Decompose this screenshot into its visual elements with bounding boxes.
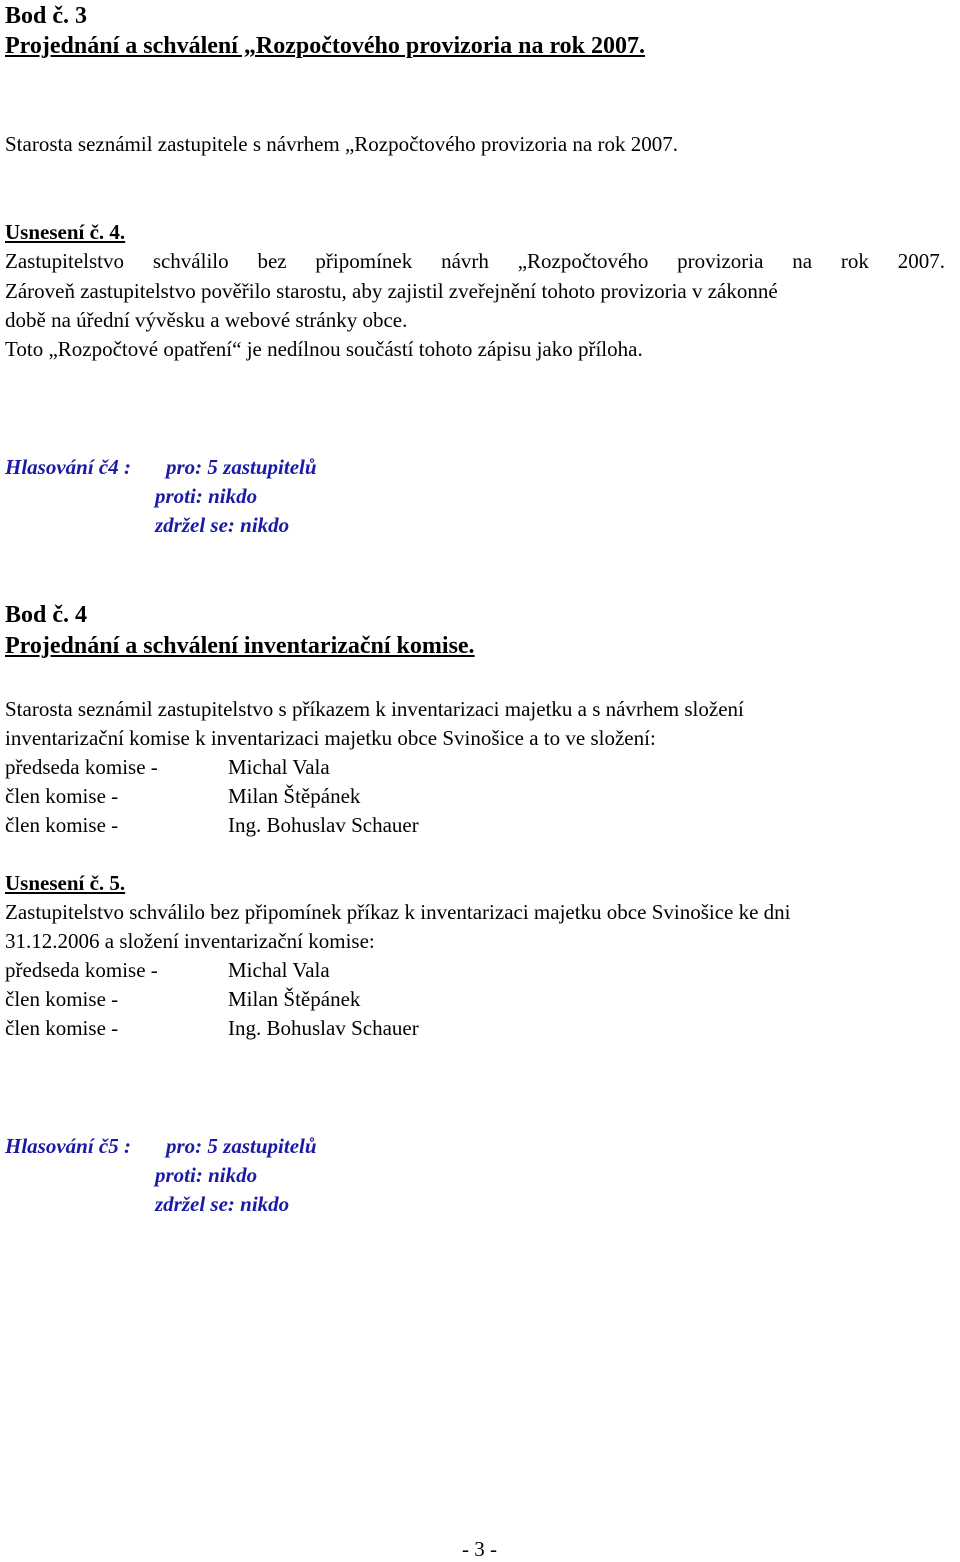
bod4-intro-line-2: inventarizační komise k inventarizaci majetku obce Svinošice a to ve složení: [5,726,656,750]
bod4-resolution-label: Usnesení č. 5. [5,871,126,895]
committee2-role: předseda komise - [5,958,158,982]
bod4-title: Projednání a schválení inventarizační komise. [5,633,475,659]
page-number: - 3 - [462,1537,497,1561]
committee-role: člen komise - [5,784,119,808]
bod3-resolution-line-4: Toto „Rozpočtové opatření“ je nedílnou součástí tohoto zápisu jako příloha. [5,337,643,361]
bod3-resolution-label: Usnesení č. 4. [5,220,126,244]
bod4-resolution-line-2: 31.12.2006 a složení inventarizační komise: [5,929,375,953]
committee2-name: Michal Vala [228,958,330,982]
bod4-resolution-line-1: Zastupitelstvo schválilo bez připomínek příkaz k inventarizaci majetku obce Svinošice ke dni [5,900,791,924]
committee2-name: Milan Štěpánek [228,987,361,1011]
bod3-number: Bod č. 3 [5,3,88,29]
committee-role: předseda komise - [5,755,158,779]
bod3-vote-abstain: zdržel se: nikdo [155,513,290,537]
bod3-resolution-line-2: Zároveň zastupitelstvo pověřilo starostu, aby zajistil zveřejnění tohoto provizoria v zákonné [5,279,778,303]
bod3-vote-label: Hlasování č4 : [5,455,131,479]
bod3-title: Projednání a schválení „Rozpočtového provizoria na rok 2007. [5,33,646,59]
bod4-vote-against: proti: nikdo [155,1163,258,1187]
bod4-vote-for: pro: 5 zastupitelů [166,1134,317,1158]
committee2-role: člen komise - [5,987,119,1011]
committee-role: člen komise - [5,813,119,837]
committee-name: Milan Štěpánek [228,784,361,808]
committee2-role: člen komise - [5,1016,119,1040]
bod4-intro-line-1: Starosta seznámil zastupitelstvo s příkazem k inventarizaci majetku a s návrhem složení [5,697,744,721]
bod3-vote-for: pro: 5 zastupitelů [166,455,317,479]
committee2-name: Ing. Bohuslav Schauer [228,1016,419,1040]
bod4-number: Bod č. 4 [5,602,88,628]
bod3-resolution-line-3: době na úřední vývěsku a webové stránky obce. [5,308,408,332]
committee-name: Ing. Bohuslav Schauer [228,813,419,837]
bod4-vote-abstain: zdržel se: nikdo [155,1192,290,1216]
bod3-resolution-line-1: Zastupitelstvo schválilo bez připomínek návrh „Rozpočtového provizoria na rok 2007. [5,249,945,273]
bod4-vote-label: Hlasování č5 : [5,1134,131,1158]
committee-name: Michal Vala [228,755,330,779]
bod3-vote-against: proti: nikdo [155,484,258,508]
bod3-intro: Starosta seznámil zastupitele s návrhem „Rozpočtového provizoria na rok 2007. [5,132,678,156]
